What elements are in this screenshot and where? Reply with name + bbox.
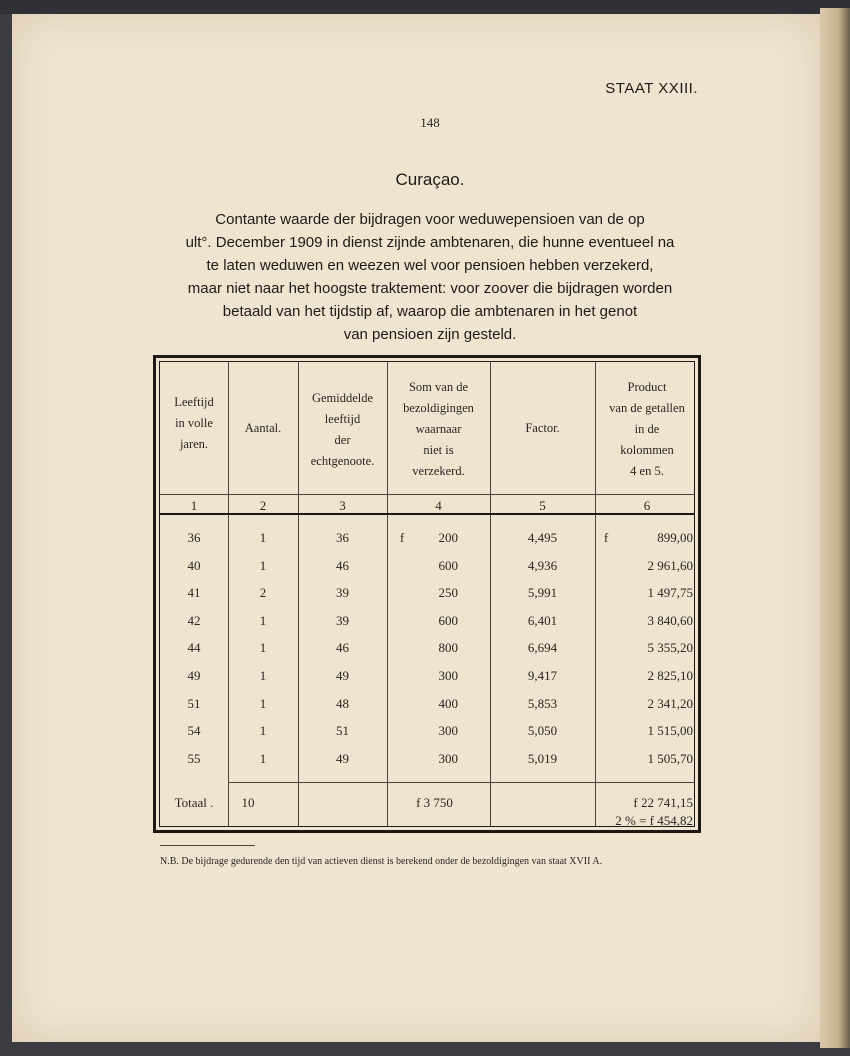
table-cell: 9,417 xyxy=(527,668,558,683)
page-edge xyxy=(820,8,850,1048)
table-cell: 2 825,10 xyxy=(647,668,693,683)
table-cell: 1 497,75 xyxy=(647,585,693,601)
column-number: 2 xyxy=(259,498,267,513)
table-cell: 1 xyxy=(259,640,267,656)
currency-mark: f xyxy=(399,530,405,545)
table-cell: 300 xyxy=(438,723,458,739)
table-cell: 55 xyxy=(187,750,201,766)
table-cell: 1 xyxy=(259,668,267,683)
table-cell: 54 xyxy=(187,723,201,739)
total-percent: 2 % = f 454,82 xyxy=(615,813,693,828)
header-aantal: Aantal. xyxy=(244,421,282,435)
heading-line: ult°. December 1909 in dienst zijnde ambtenaren, die hunne eventueel na xyxy=(185,234,675,251)
table-cell: 6,401 xyxy=(527,612,558,628)
table-cell: 4,495 xyxy=(527,530,558,545)
total-divider xyxy=(228,782,694,783)
table-cell: 1 xyxy=(259,612,267,628)
currency-mark: f xyxy=(603,530,609,545)
table-cell: 300 xyxy=(438,750,458,766)
header-leeftijd: Leeftijd in volle jaren. xyxy=(174,395,214,451)
heading-line: van pensioen zijn gesteld. xyxy=(343,326,517,343)
header-gemiddelde: Gemiddelde leeftijd der echtgenoote. xyxy=(310,391,375,468)
table-cell: 48 xyxy=(336,695,349,711)
table-cell: 36 xyxy=(187,530,201,545)
table-cell: 400 xyxy=(438,695,458,711)
table-cell: 899,00 xyxy=(657,530,693,545)
table-cell: 5,019 xyxy=(527,750,558,766)
table-body xyxy=(159,361,695,827)
table-cell: 44 xyxy=(187,640,201,656)
heading-line: Contante waarde der bijdragen voor weduwepensioen van de op xyxy=(215,211,645,228)
table-cell: 5,050 xyxy=(527,723,558,739)
pension-table xyxy=(153,355,701,833)
total-label: Totaal . xyxy=(174,795,214,810)
table-cell: 49 xyxy=(187,668,201,683)
table-cell: 1 xyxy=(259,530,267,545)
footnote-rule xyxy=(160,845,255,846)
table-cell: 5,991 xyxy=(527,585,558,601)
heading-line: betaald van het tijdstip af, waarop die ambtenaren in het genot xyxy=(222,303,638,320)
table-cell: 2 961,60 xyxy=(647,557,693,573)
column-number: 6 xyxy=(643,498,651,513)
table-cell: 1 515,00 xyxy=(647,723,693,739)
heading-line: maar niet naar het hoogste traktement: voor zoover die bijdragen worden xyxy=(187,280,673,297)
table-cell: 36 xyxy=(336,530,349,545)
table-cell: 300 xyxy=(438,668,458,683)
table-cell: 39 xyxy=(336,585,349,601)
total-som: f 3 750 xyxy=(416,795,453,810)
column-number: 5 xyxy=(539,498,546,513)
table-cell: 5 355,20 xyxy=(647,640,693,656)
table-cell: 2 341,20 xyxy=(647,695,693,711)
table-cell: 2 xyxy=(259,585,267,601)
total-aantal: 10 xyxy=(241,795,255,810)
table-cell: 200 xyxy=(438,530,458,545)
table-cell: 46 xyxy=(336,557,349,573)
table-cell: 39 xyxy=(336,612,349,628)
table-cell: 3 840,60 xyxy=(647,612,693,628)
table-cell: 49 xyxy=(336,668,349,683)
table-cell: 5,853 xyxy=(527,695,558,711)
column-number: 4 xyxy=(435,498,442,513)
table-cell: 41 xyxy=(187,585,201,601)
total-product: f 22 741,15 xyxy=(633,795,693,810)
table-cell: 46 xyxy=(336,640,349,656)
header-product: Product van de getallen in de kolommen 4 en 5. xyxy=(609,380,685,478)
column-number: 1 xyxy=(190,498,198,513)
table-cell: 40 xyxy=(187,557,201,573)
table-heading xyxy=(150,208,710,346)
table-cell: 1 xyxy=(259,557,267,573)
table-cell: 1 505,70 xyxy=(647,750,693,766)
table-cell: 600 xyxy=(438,557,458,573)
table-cell: 51 xyxy=(187,695,201,711)
table-cell: 42 xyxy=(187,612,201,628)
staat-label: STAAT XXIII. xyxy=(605,80,698,97)
table-cell: 250 xyxy=(438,585,458,601)
header-divider xyxy=(160,494,694,495)
table-cell: 1 xyxy=(259,723,267,739)
table-cell: 800 xyxy=(438,640,458,656)
table-cell: 4,936 xyxy=(527,557,558,573)
table-cell: 1 xyxy=(259,695,267,711)
country-title: Curaçao. xyxy=(395,170,465,189)
table-cell: 1 xyxy=(259,750,267,766)
heading-line: te laten weduwen en weezen wel voor pensioen hebben verzekerd, xyxy=(206,257,654,274)
header-factor: Factor. xyxy=(525,421,560,435)
page-number: 148 xyxy=(420,115,440,130)
table-cell: 49 xyxy=(336,750,349,766)
footnote: N.B. De bijdrage gedurende den tijd van actieven dienst is berekend onder de bezoldigingen van staat XVII A. xyxy=(160,856,603,867)
table-cell: 600 xyxy=(438,612,458,628)
scan-top-border xyxy=(0,0,850,14)
table-cell: 6,694 xyxy=(527,640,558,656)
column-number: 3 xyxy=(339,498,346,513)
table-cell: 51 xyxy=(336,723,349,739)
header-som: Som van de bezoldigingen waarnaar niet is verzekerd. xyxy=(403,380,474,478)
